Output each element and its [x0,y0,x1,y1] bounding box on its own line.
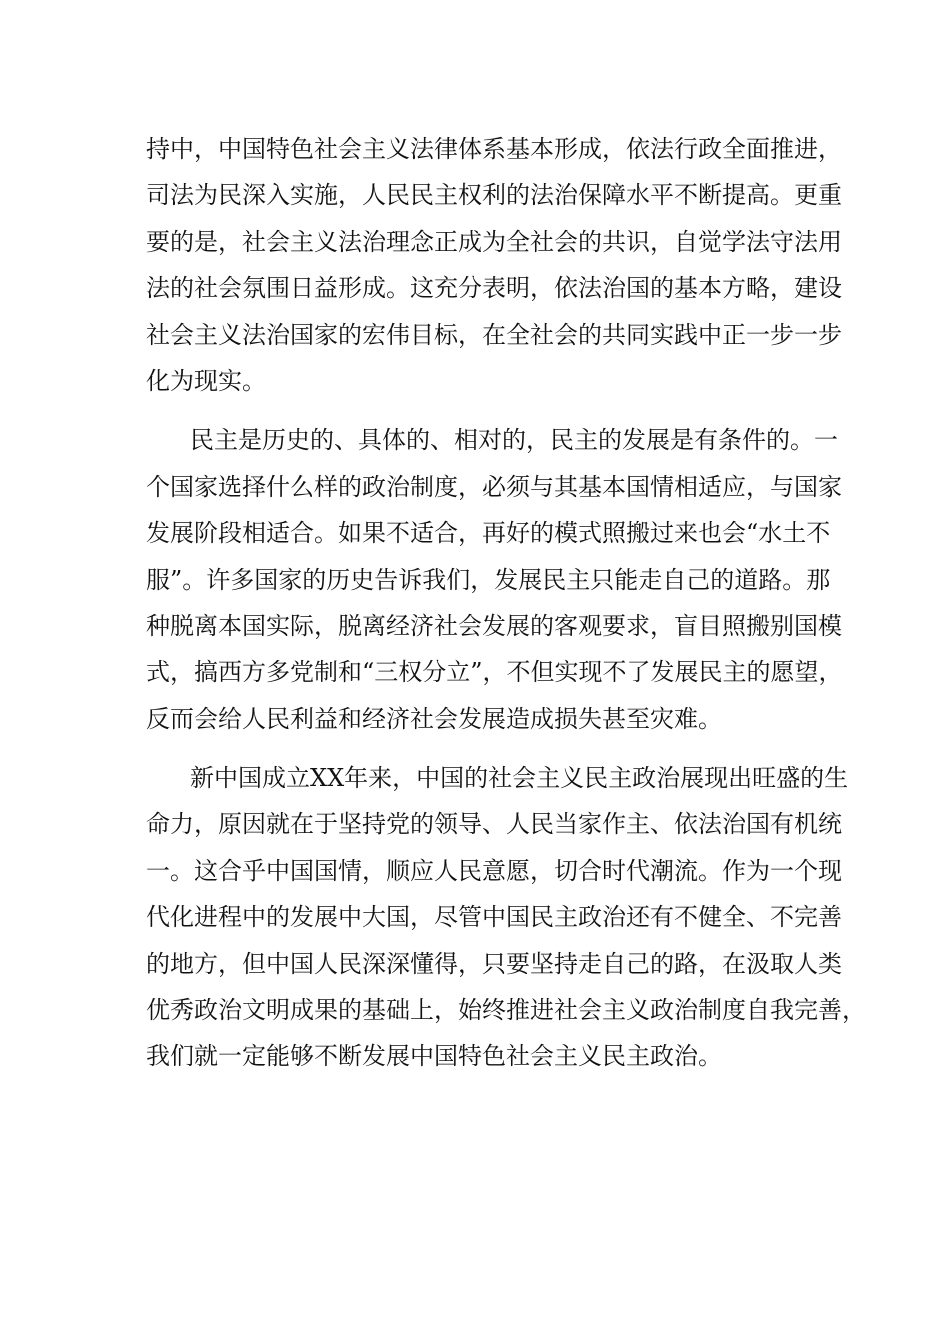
paragraph-line: 的地方，但中国人民深深懂得，只要坚持走自己的路，在汲取人类 [146,949,842,978]
paragraph-3 [146,755,866,1080]
paragraph-line: 反而会给人民利益和经济社会发展造成损失甚至灾难。 [146,704,722,733]
paragraph-line: 持中，中国特色社会主义法律体系基本形成，依法行政全面推进， [146,135,842,163]
paragraph-line: 我们就一定能够不断发展中国特色社会主义民主政治。 [146,1042,722,1071]
paragraph-line: 个国家选择什么样的政治制度，必须与其基本国情相适应，与国家 [146,472,842,501]
paragraph-line: 民主是历史的、具体的、相对的，民主的发展是有条件的。一 [190,426,838,455]
paragraph-line: 化为现实。 [146,366,266,395]
paragraph-line: 服”。许多国家的历史告诉我们，发展民主只能走自己的道路。那 [146,565,831,594]
paragraph-line: 优秀政治文明成果的基础上，始终推进社会主义政治制度自我完善， [146,996,866,1025]
paragraph-line: 社会主义法治国家的宏伟目标，在全社会的共同实践中正一步一步 [146,320,842,349]
paragraph-line: 命力，原因就在于坚持党的领导、人民当家作主、依法治国有机统 [146,810,842,839]
paragraph-line: 代化进程中的发展中大国，尽管中国民主政治还有不健全、不完善 [146,903,842,932]
paragraph-line: 发展阶段相适合。如果不适合，再好的模式照搬过来也会“水土不 [146,519,831,548]
paragraph-line: 司法为民深入实施，人民民主权利的法治保障水平不断提高。更重 [146,181,842,210]
paragraph-line: 要的是，社会主义法治理念正成为全社会的共识，自觉学法守法用 [146,227,842,256]
paragraph-2 [146,417,843,742]
document-body [146,126,866,1080]
paragraph-line: 种脱离本国实际，脱离经济社会发展的客观要求，盲目照搬别国模 [146,611,842,640]
paragraph-line: 式，搞西方多党制和“三权分立”，不但实现不了发展民主的愿望， [146,658,843,687]
paragraph-line: 新中国成立XX年来，中国的社会主义民主政治展现出旺盛的生 [190,764,849,793]
paragraph-1 [146,126,842,404]
paragraph-line: 法的社会氛围日益形成。这充分表明，依法治国的基本方略，建设 [146,274,842,303]
paragraph-line: 一。这合乎中国国情，顺应人民意愿，切合时代潮流。作为一个现 [146,856,842,885]
